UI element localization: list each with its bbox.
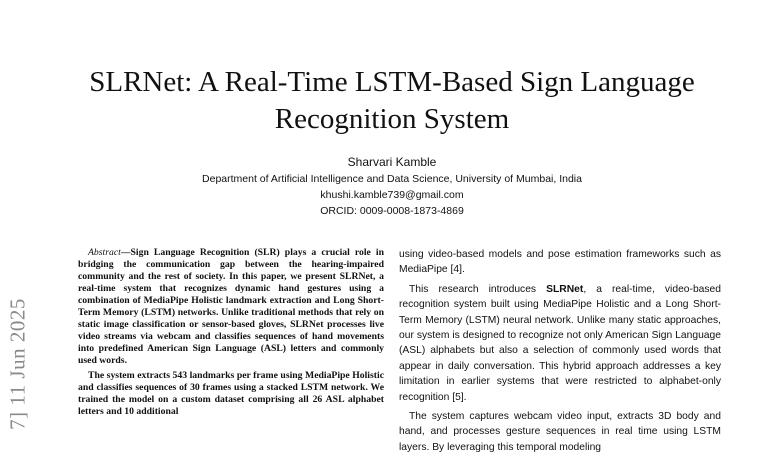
title-line-1: SLRNet: A Real-Time LSTM-Based Sign Language: [89, 66, 695, 98]
author-block: [0, 154, 784, 219]
abstract-label: Abstract: [88, 247, 121, 258]
author-name: Sharvari Kamble: [347, 155, 437, 169]
intro-paragraph-1: [399, 282, 721, 405]
arxiv-stamp-text: 7] 11 Jun 2025: [5, 298, 30, 430]
intro-paragraph-0: using video-based models and pose estimation frameworks such as MediaPipe [4].: [399, 249, 721, 276]
intro-system-name: SLRNet: [546, 283, 584, 295]
intro-p1-start: This research introduces: [409, 283, 547, 295]
intro-paragraph-2: The system captures webcam video input, extracts 3D body and hand, and processes gesture sequences in real time using LSTM layers. By leveraging this temporal modeling: [399, 411, 721, 453]
author-email: khushi.kamble739@gmail.com: [320, 189, 464, 201]
author-orcid: ORCID: 0009-0008-1873-4869: [320, 205, 464, 217]
intro-p1-rest: , a real-time, video-based recognition system built using MediaPipe Holistic and a Long Short-Term Memory (LSTM) neural network. Unlike many static approaches, our system is designed to recognize not only American Sign Language (ASL) alphabets but also a selection of commonly used words that appear in daily conversation. This hybrid approach addresses a key limitation in earlier systems that were restricted to alphabet-only recognition [5].: [399, 283, 722, 403]
abstract-paragraph-2: The system extracts 543 landmarks per frame using MediaPipe Holistic and classifies sequences of 30 frames using a stacked LSTM network. We trained the model on a custom dataset comprising all 26 ASL alphabet letters and 10 additional: [78, 370, 384, 417]
title-line-2: Recognition System: [274, 103, 510, 135]
paper-title: [0, 64, 784, 138]
arxiv-side-stamp: [0, 284, 38, 444]
abstract-paragraph-1: [78, 247, 384, 367]
author-affiliation: Department of Artificial Intelligence and Data Science, University of Mumbai, India: [202, 173, 582, 185]
abstract-text-1: —Sign Language Recognition (SLR) plays a crucial role in bridging the communication gap between the hearing-impaired community and the rest of society. In this paper, we present SLRNet, a real-time system that recognizes dynamic hand gestures using a combination of MediaPipe Holistic landmark extraction and Long Short-Term Memory (LSTM) networks. Unlike traditional methods that rely on static image classification or sensor-based gloves, SLRNet processes live video streams via webcam and classifies sequences of hand movements into predefined American Sign Language (ASL) letters and commonly used words.: [78, 247, 384, 366]
introduction-column: [399, 247, 721, 459]
abstract-column: [78, 247, 384, 421]
